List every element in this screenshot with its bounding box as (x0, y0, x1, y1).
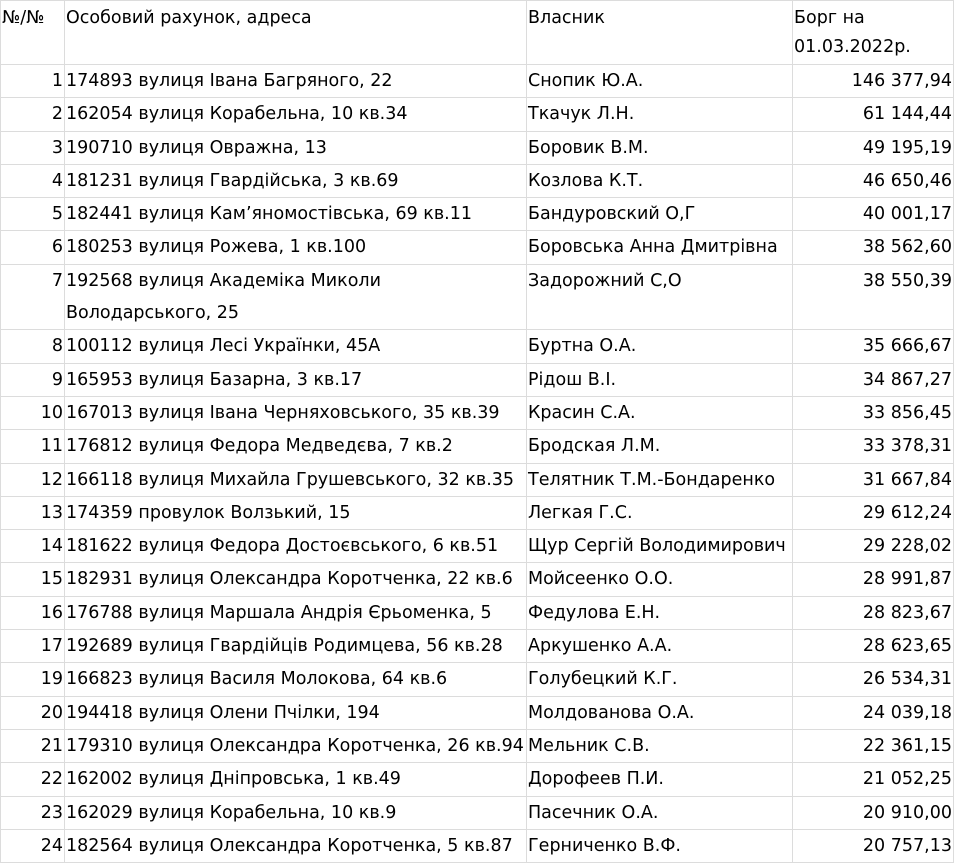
row-number-cell[interactable]: 20 (1, 696, 65, 729)
address-text: вулиця Олександра Коротченка, 26 кв.94 (138, 735, 524, 756)
table-row (1, 396, 954, 429)
account-address-cell[interactable] (65, 496, 527, 529)
account-address-cell[interactable] (65, 231, 527, 264)
owner-cell[interactable]: Бандуровский О,Г (527, 198, 793, 231)
account-number: 192568 (66, 270, 133, 291)
account-address-cell[interactable] (65, 630, 527, 663)
address-text: вулиця Олександра Коротченка, 22 кв.6 (138, 569, 513, 590)
account-address-cell[interactable] (65, 563, 527, 596)
debt-cell[interactable]: 29 612,24 (793, 496, 954, 529)
debt-cell[interactable]: 146 377,94 (793, 65, 954, 98)
address-text: вулиця Лесі Українки, 45А (138, 336, 381, 357)
address-text: вулиця Олени Пчілки, 194 (138, 702, 380, 723)
account-number: 194418 (66, 702, 133, 723)
account-number: 190710 (66, 137, 133, 158)
debt-cell[interactable]: 49 195,19 (793, 131, 954, 164)
account-number: 165953 (66, 369, 133, 390)
address-text: вулиця Корабельна, 10 кв.34 (138, 104, 408, 125)
table-row (1, 264, 954, 330)
address-text: вулиця Академіка Миколи Володарського, 25 (66, 270, 381, 324)
address-text: вулиця Кам’яномостівська, 69 кв.11 (138, 204, 473, 225)
table-row (1, 131, 954, 164)
address-text: вулиця Федора Медведєва, 7 кв.2 (138, 436, 453, 457)
debt-cell[interactable]: 33 856,45 (793, 396, 954, 429)
account-number: 192689 (66, 636, 133, 657)
owner-cell[interactable]: Молдованова О.А. (527, 696, 793, 729)
table-row (1, 164, 954, 197)
debt-cell[interactable]: 31 667,84 (793, 463, 954, 496)
owner-cell[interactable]: Снопик Ю.А. (527, 65, 793, 98)
table-row (1, 563, 954, 596)
debt-cell[interactable]: 26 534,31 (793, 663, 954, 696)
owner-cell[interactable]: Федулова Е.Н. (527, 596, 793, 629)
account-address-cell[interactable] (65, 430, 527, 463)
account-address-cell[interactable] (65, 330, 527, 363)
owner-cell[interactable]: Мойсеенко О.О. (527, 563, 793, 596)
owner-cell[interactable]: Буртна О.А. (527, 330, 793, 363)
account-number: 181622 (66, 536, 133, 557)
account-number: 180253 (66, 237, 133, 258)
account-number: 182441 (66, 204, 133, 225)
table-row (1, 363, 954, 396)
owner-cell[interactable]: Ткачук Л.Н. (527, 98, 793, 131)
owner-cell[interactable]: Красин С.А. (527, 396, 793, 429)
table-row (1, 65, 954, 98)
address-text: вулиця Івана Черняховського, 35 кв.39 (138, 402, 500, 423)
account-address-cell[interactable] (65, 363, 527, 396)
account-number: 182564 (66, 835, 133, 856)
account-number: 174359 (66, 502, 133, 523)
table-row (1, 729, 954, 762)
debt-cell[interactable]: 28 823,67 (793, 596, 954, 629)
table-row (1, 696, 954, 729)
debt-cell[interactable]: 35 666,67 (793, 330, 954, 363)
header-row (1, 1, 954, 65)
row-number-cell[interactable]: 5 (1, 198, 65, 231)
address-text: вулиця Гвардійців Родимцева, 56 кв.28 (138, 636, 503, 657)
account-number: 174893 (66, 71, 133, 91)
debt-cell[interactable]: 20 910,00 (793, 796, 954, 829)
address-text: вулиця Олександра Коротченка, 5 кв.87 (138, 835, 513, 856)
row-number-cell[interactable]: 4 (1, 164, 65, 197)
owner-cell[interactable]: Дорофеев П.И. (527, 763, 793, 796)
owner-cell[interactable]: Легкая Г.С. (527, 496, 793, 529)
debt-cell[interactable]: 34 867,27 (793, 363, 954, 396)
owner-cell[interactable]: Аркушенко А.А. (527, 630, 793, 663)
table-row (1, 330, 954, 363)
row-number-cell[interactable]: 14 (1, 530, 65, 563)
row-number-cell[interactable]: 1 (1, 65, 65, 98)
table-row (1, 663, 954, 696)
address-text: вулиця Дніпровська, 1 кв.49 (138, 769, 401, 790)
table-row (1, 796, 954, 829)
account-address-cell[interactable] (65, 596, 527, 629)
account-address-cell[interactable] (65, 796, 527, 829)
account-number: 182931 (66, 569, 133, 590)
table-row (1, 530, 954, 563)
row-number-cell[interactable]: 23 (1, 796, 65, 829)
owner-cell[interactable]: Рідош В.І. (527, 363, 793, 396)
address-text: вулиця Івана Багряного, 22 (138, 71, 393, 91)
header-num[interactable]: №/№ (1, 1, 65, 65)
row-number-cell[interactable]: 24 (1, 829, 65, 862)
address-text: вулиця Василя Молокова, 64 кв.6 (138, 669, 448, 690)
account-number: 167013 (66, 402, 133, 423)
table-body (1, 65, 954, 863)
account-number: 166118 (66, 469, 133, 490)
address-text: провулок Волзький, 15 (138, 502, 351, 523)
row-number-cell[interactable]: 22 (1, 763, 65, 796)
account-address-cell[interactable] (65, 198, 527, 231)
account-address-cell[interactable] (65, 729, 527, 762)
account-number: 176788 (66, 602, 133, 623)
address-text: вулиця Гвардійська, 3 кв.69 (138, 170, 399, 191)
table-row (1, 829, 954, 862)
owner-cell[interactable]: Герниченко В.Ф. (527, 829, 793, 862)
row-number-cell[interactable]: 11 (1, 430, 65, 463)
debt-cell[interactable]: 28 623,65 (793, 630, 954, 663)
address-text: вулиця Михайла Грушевського, 32 кв.35 (138, 469, 515, 490)
account-number: 181231 (66, 170, 133, 191)
table-row (1, 763, 954, 796)
debt-cell[interactable]: 21 052,25 (793, 763, 954, 796)
address-text: вулиця Овражна, 13 (138, 137, 327, 158)
debt-cell[interactable]: 38 562,60 (793, 231, 954, 264)
account-address-cell[interactable] (65, 663, 527, 696)
owner-cell[interactable]: Голубецкий К.Г. (527, 663, 793, 696)
account-address-cell[interactable] (65, 463, 527, 496)
header-debt[interactable]: Борг на 01.03.2022р. (793, 1, 954, 65)
account-number: 162029 (66, 802, 133, 823)
account-address-cell[interactable] (65, 164, 527, 197)
address-text: вулиця Маршала Андрія Єрьоменка, 5 (138, 602, 492, 623)
address-text: вулиця Федора Достоєвського, 6 кв.51 (138, 536, 499, 557)
account-number: 100112 (66, 336, 133, 357)
row-number-cell[interactable]: 21 (1, 729, 65, 762)
account-address-cell[interactable] (65, 131, 527, 164)
table-row (1, 596, 954, 629)
account-address-cell[interactable] (65, 530, 527, 563)
debt-cell[interactable]: 20 757,13 (793, 829, 954, 862)
row-number-cell[interactable]: 12 (1, 463, 65, 496)
table-row (1, 231, 954, 264)
table-row (1, 496, 954, 529)
row-number-cell[interactable]: 13 (1, 496, 65, 529)
account-number: 179310 (66, 735, 133, 756)
row-number-cell[interactable]: 15 (1, 563, 65, 596)
row-number-cell[interactable]: 9 (1, 363, 65, 396)
owner-cell[interactable]: Мельник С.В. (527, 729, 793, 762)
row-number-cell[interactable]: 3 (1, 131, 65, 164)
debt-cell[interactable]: 24 039,18 (793, 696, 954, 729)
account-address-cell[interactable] (65, 396, 527, 429)
owner-cell[interactable]: Задорожний С,О (527, 264, 793, 330)
row-number-cell[interactable]: 2 (1, 98, 65, 131)
owner-cell[interactable]: Щур Сергій Володимирович (527, 530, 793, 563)
owner-cell[interactable]: Телятник Т.М.-Бондаренко (527, 463, 793, 496)
address-text: вулиця Корабельна, 10 кв.9 (138, 802, 397, 823)
owner-cell[interactable]: Боровська Анна Дмитрівна (527, 231, 793, 264)
owner-cell[interactable]: Пасечник О.А. (527, 796, 793, 829)
row-number-cell[interactable]: 17 (1, 630, 65, 663)
row-number-cell[interactable]: 16 (1, 596, 65, 629)
account-number: 162054 (66, 104, 133, 125)
debt-cell[interactable]: 33 378,31 (793, 430, 954, 463)
header-owner[interactable]: Власник (527, 1, 793, 65)
account-address-cell[interactable] (65, 65, 527, 98)
header-account-address[interactable]: Особовий рахунок, адреса (65, 1, 527, 65)
debt-cell[interactable]: 40 001,17 (793, 198, 954, 231)
account-number: 166823 (66, 669, 133, 690)
account-address-cell[interactable] (65, 264, 527, 330)
account-address-cell[interactable] (65, 829, 527, 862)
account-address-cell[interactable] (65, 696, 527, 729)
owner-cell[interactable]: Боровик В.М. (527, 131, 793, 164)
table-row (1, 430, 954, 463)
address-text: вулиця Базарна, 3 кв.17 (138, 369, 363, 390)
debt-cell[interactable]: 29 228,02 (793, 530, 954, 563)
address-text: вулиця Рожева, 1 кв.100 (138, 237, 367, 258)
table-row (1, 463, 954, 496)
table-row (1, 98, 954, 131)
debt-cell[interactable]: 61 144,44 (793, 98, 954, 131)
table-row (1, 630, 954, 663)
owner-cell[interactable]: Бродская Л.М. (527, 430, 793, 463)
table-row (1, 198, 954, 231)
debt-cell[interactable]: 28 991,87 (793, 563, 954, 596)
account-address-cell[interactable] (65, 98, 527, 131)
row-number-cell[interactable]: 8 (1, 330, 65, 363)
debt-cell[interactable]: 22 361,15 (793, 729, 954, 762)
debt-cell[interactable]: 38 550,39 (793, 264, 954, 330)
owner-cell[interactable]: Козлова К.Т. (527, 164, 793, 197)
account-number: 176812 (66, 436, 133, 457)
row-number-cell[interactable]: 19 (1, 663, 65, 696)
row-number-cell[interactable]: 6 (1, 231, 65, 264)
account-address-cell[interactable] (65, 763, 527, 796)
row-number-cell[interactable]: 10 (1, 396, 65, 429)
account-number: 162002 (66, 769, 133, 790)
debt-cell[interactable]: 46 650,46 (793, 164, 954, 197)
row-number-cell[interactable]: 7 (1, 264, 65, 330)
